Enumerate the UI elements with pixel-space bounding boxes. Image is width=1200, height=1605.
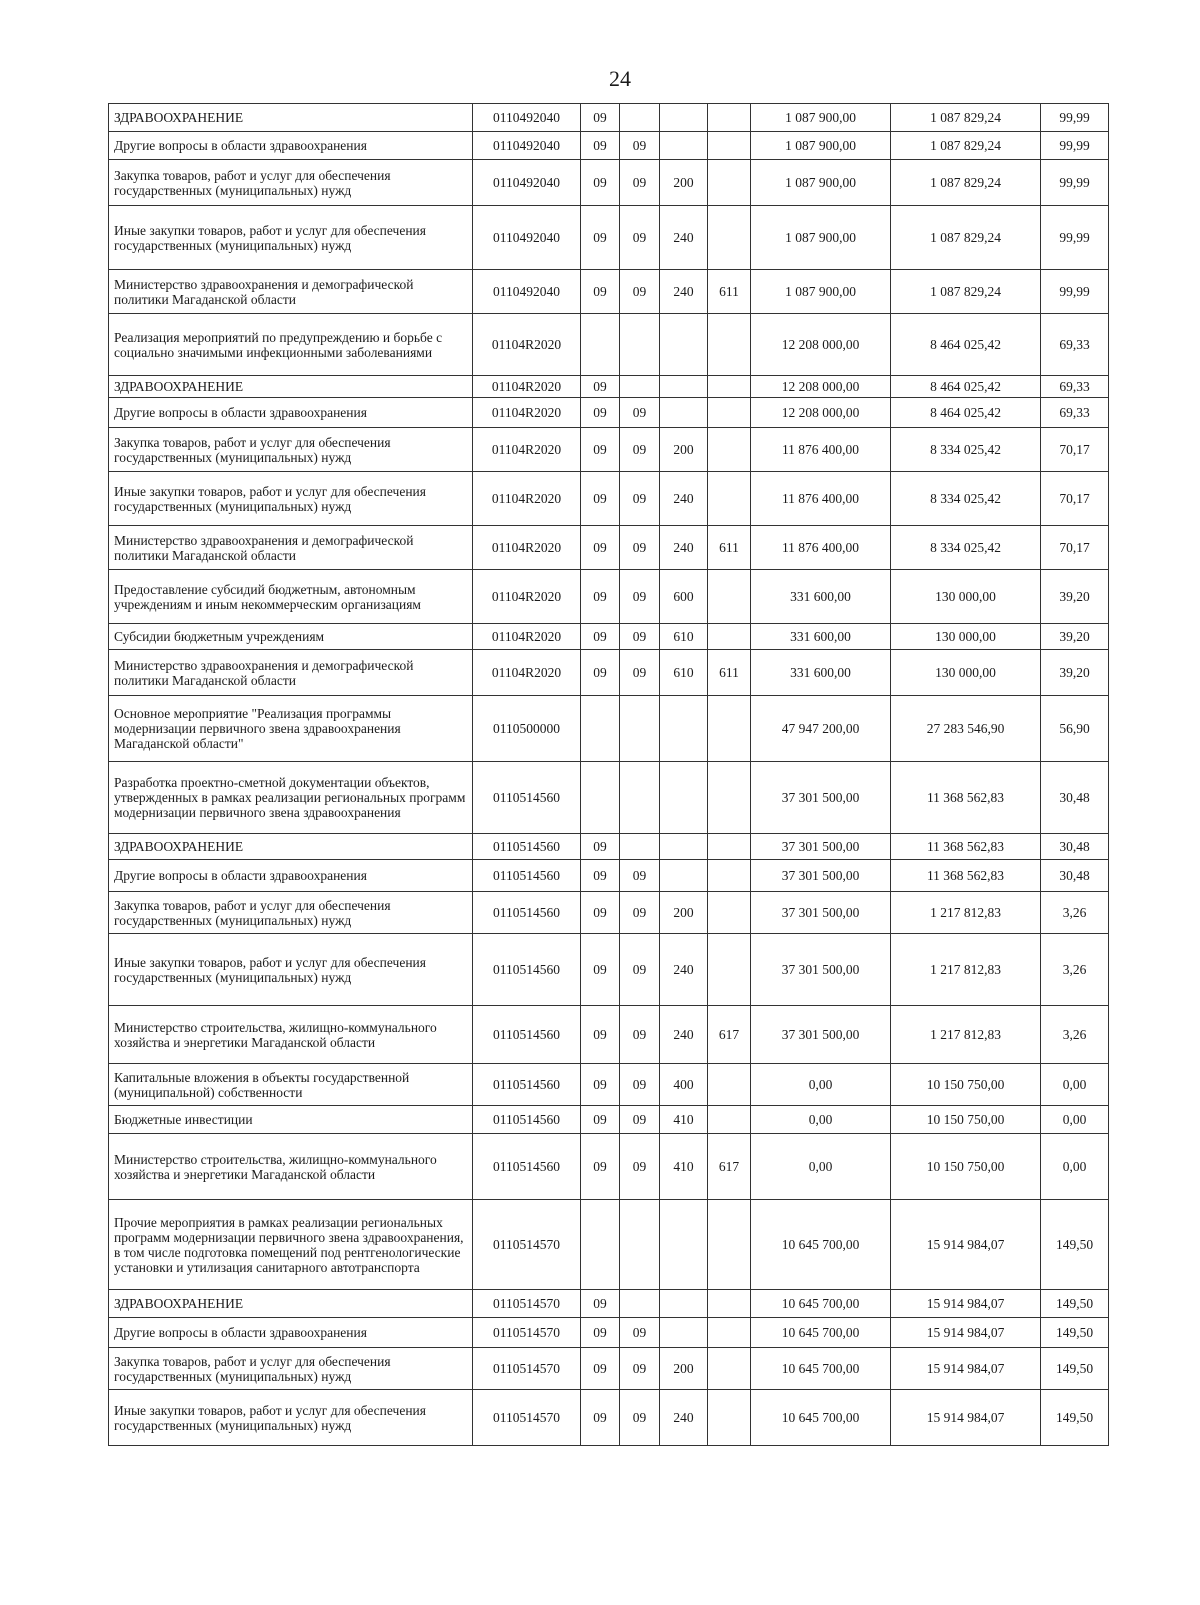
expense-type-code — [660, 1318, 708, 1348]
subsection-code: 09 — [620, 934, 660, 1006]
execution-percent: 149,50 — [1041, 1290, 1109, 1318]
target-article-code: 0110492040 — [473, 132, 581, 160]
section-code: 09 — [581, 132, 620, 160]
execution-percent: 149,50 — [1041, 1390, 1109, 1446]
execution-percent: 3,26 — [1041, 892, 1109, 934]
actual-amount: 27 283 546,90 — [891, 696, 1041, 762]
row-name: Бюджетные инвестиции — [109, 1106, 473, 1134]
section-code — [581, 762, 620, 834]
row-name: ЗДРАВООХРАНЕНИЕ — [109, 104, 473, 132]
table-row — [109, 1064, 1109, 1106]
execution-percent: 56,90 — [1041, 696, 1109, 762]
target-article-code: 01104R2020 — [473, 428, 581, 472]
planned-amount: 0,00 — [751, 1134, 891, 1200]
table-row — [109, 376, 1109, 398]
target-article-code: 01104R2020 — [473, 624, 581, 650]
table-row — [109, 762, 1109, 834]
planned-amount: 10 645 700,00 — [751, 1348, 891, 1390]
table-row — [109, 1318, 1109, 1348]
expense-type-code — [660, 398, 708, 428]
row-name: Разработка проектно-сметной документации объектов, утвержденных в рамках реализации региональных программ модернизации первичного звена здравоохранения — [109, 762, 473, 834]
subsection-code: 09 — [620, 270, 660, 314]
subsection-code: 09 — [620, 570, 660, 624]
execution-percent: 3,26 — [1041, 934, 1109, 1006]
administrator-code: 617 — [708, 1134, 751, 1200]
table-row — [109, 1290, 1109, 1318]
target-article-code: 0110514560 — [473, 1064, 581, 1106]
section-code: 09 — [581, 398, 620, 428]
target-article-code: 0110514560 — [473, 1006, 581, 1064]
row-name: Иные закупки товаров, работ и услуг для обеспечения государственных (муниципальных) нужд — [109, 934, 473, 1006]
row-name: Предоставление субсидий бюджетным, автономным учреждениям и иным некоммерческим организациям — [109, 570, 473, 624]
subsection-code: 09 — [620, 1006, 660, 1064]
actual-amount: 1 217 812,83 — [891, 1006, 1041, 1064]
actual-amount: 130 000,00 — [891, 624, 1041, 650]
section-code: 09 — [581, 206, 620, 270]
administrator-code — [708, 160, 751, 206]
subsection-code: 09 — [620, 160, 660, 206]
administrator-code — [708, 206, 751, 270]
section-code: 09 — [581, 892, 620, 934]
row-name: Министерство здравоохранения и демографической политики Магаданской области — [109, 650, 473, 696]
subsection-code: 09 — [620, 206, 660, 270]
subsection-code: 09 — [620, 526, 660, 570]
table-row — [109, 934, 1109, 1006]
planned-amount: 1 087 900,00 — [751, 160, 891, 206]
execution-percent: 99,99 — [1041, 132, 1109, 160]
section-code: 09 — [581, 860, 620, 892]
actual-amount: 8 464 025,42 — [891, 314, 1041, 376]
expense-type-code: 200 — [660, 160, 708, 206]
row-name: Министерство здравоохранения и демографической политики Магаданской области — [109, 270, 473, 314]
target-article-code: 0110514570 — [473, 1290, 581, 1318]
subsection-code — [620, 762, 660, 834]
subsection-code: 09 — [620, 1134, 660, 1200]
section-code: 09 — [581, 1348, 620, 1390]
subsection-code: 09 — [620, 472, 660, 526]
target-article-code: 0110514560 — [473, 762, 581, 834]
expense-type-code: 200 — [660, 428, 708, 472]
expense-type-code: 240 — [660, 472, 708, 526]
expense-type-code — [660, 696, 708, 762]
target-article-code: 01104R2020 — [473, 398, 581, 428]
section-code: 09 — [581, 650, 620, 696]
planned-amount: 1 087 900,00 — [751, 206, 891, 270]
row-name: Другие вопросы в области здравоохранения — [109, 860, 473, 892]
actual-amount: 10 150 750,00 — [891, 1106, 1041, 1134]
section-code: 09 — [581, 270, 620, 314]
expense-type-code: 610 — [660, 650, 708, 696]
planned-amount: 10 645 700,00 — [751, 1390, 891, 1446]
table-row — [109, 206, 1109, 270]
row-name: ЗДРАВООХРАНЕНИЕ — [109, 834, 473, 860]
execution-percent: 30,48 — [1041, 860, 1109, 892]
execution-percent: 69,33 — [1041, 376, 1109, 398]
row-name: Прочие мероприятия в рамках реализации региональных программ модернизации первичного звена здравоохранения, в том числе подготовка помещений под рентгенологические установки и утилизация санитарного автотранспорта — [109, 1200, 473, 1290]
execution-percent: 39,20 — [1041, 570, 1109, 624]
actual-amount: 10 150 750,00 — [891, 1134, 1041, 1200]
target-article-code: 0110514570 — [473, 1390, 581, 1446]
planned-amount: 37 301 500,00 — [751, 860, 891, 892]
actual-amount: 1 087 829,24 — [891, 104, 1041, 132]
actual-amount: 15 914 984,07 — [891, 1348, 1041, 1390]
target-article-code: 0110492040 — [473, 104, 581, 132]
administrator-code — [708, 1318, 751, 1348]
expense-type-code: 240 — [660, 1390, 708, 1446]
target-article-code: 0110514560 — [473, 892, 581, 934]
administrator-code: 617 — [708, 1006, 751, 1064]
planned-amount: 37 301 500,00 — [751, 892, 891, 934]
row-name: Закупка товаров, работ и услуг для обеспечения государственных (муниципальных) нужд — [109, 160, 473, 206]
subsection-code: 09 — [620, 1106, 660, 1134]
target-article-code: 01104R2020 — [473, 376, 581, 398]
section-code: 09 — [581, 624, 620, 650]
execution-percent: 99,99 — [1041, 206, 1109, 270]
section-code — [581, 314, 620, 376]
row-name: Другие вопросы в области здравоохранения — [109, 1318, 473, 1348]
actual-amount: 8 334 025,42 — [891, 428, 1041, 472]
expense-type-code: 240 — [660, 934, 708, 1006]
subsection-code: 09 — [620, 398, 660, 428]
table-row — [109, 1134, 1109, 1200]
expense-type-code — [660, 762, 708, 834]
actual-amount: 8 334 025,42 — [891, 472, 1041, 526]
execution-percent: 3,26 — [1041, 1006, 1109, 1064]
row-name: Закупка товаров, работ и услуг для обеспечения государственных (муниципальных) нужд — [109, 1348, 473, 1390]
actual-amount: 15 914 984,07 — [891, 1290, 1041, 1318]
expense-type-code: 240 — [660, 526, 708, 570]
row-name: Закупка товаров, работ и услуг для обеспечения государственных (муниципальных) нужд — [109, 428, 473, 472]
administrator-code — [708, 570, 751, 624]
section-code: 09 — [581, 428, 620, 472]
administrator-code — [708, 934, 751, 1006]
administrator-code — [708, 398, 751, 428]
row-name: Основное мероприятие "Реализация программы модернизации первичного звена здравоохранения Магаданской области" — [109, 696, 473, 762]
expense-type-code: 410 — [660, 1106, 708, 1134]
section-code: 09 — [581, 1290, 620, 1318]
target-article-code: 01104R2020 — [473, 314, 581, 376]
execution-percent: 149,50 — [1041, 1318, 1109, 1348]
planned-amount: 331 600,00 — [751, 624, 891, 650]
execution-percent: 39,20 — [1041, 624, 1109, 650]
section-code: 09 — [581, 1390, 620, 1446]
planned-amount: 1 087 900,00 — [751, 104, 891, 132]
table-row — [109, 860, 1109, 892]
section-code — [581, 696, 620, 762]
planned-amount: 331 600,00 — [751, 570, 891, 624]
administrator-code — [708, 762, 751, 834]
expense-type-code — [660, 1200, 708, 1290]
execution-percent: 149,50 — [1041, 1200, 1109, 1290]
table-row — [109, 892, 1109, 934]
administrator-code — [708, 1348, 751, 1390]
row-name: Капитальные вложения в объекты государственной (муниципальной) собственности — [109, 1064, 473, 1106]
actual-amount: 1 217 812,83 — [891, 892, 1041, 934]
subsection-code: 09 — [620, 428, 660, 472]
subsection-code — [620, 1200, 660, 1290]
execution-percent: 99,99 — [1041, 270, 1109, 314]
table-row — [109, 428, 1109, 472]
target-article-code: 01104R2020 — [473, 650, 581, 696]
target-article-code: 0110514560 — [473, 1106, 581, 1134]
table-row — [109, 314, 1109, 376]
execution-percent: 30,48 — [1041, 834, 1109, 860]
subsection-code: 09 — [620, 1390, 660, 1446]
row-name: ЗДРАВООХРАНЕНИЕ — [109, 1290, 473, 1318]
execution-percent: 39,20 — [1041, 650, 1109, 696]
administrator-code — [708, 834, 751, 860]
target-article-code: 0110492040 — [473, 206, 581, 270]
table-row — [109, 696, 1109, 762]
expense-type-code: 240 — [660, 206, 708, 270]
subsection-code — [620, 104, 660, 132]
table-row — [109, 160, 1109, 206]
table-row — [109, 834, 1109, 860]
page-number: 24 — [609, 66, 631, 91]
section-code: 09 — [581, 376, 620, 398]
planned-amount: 47 947 200,00 — [751, 696, 891, 762]
expense-type-code: 200 — [660, 892, 708, 934]
target-article-code: 0110514560 — [473, 834, 581, 860]
planned-amount: 12 208 000,00 — [751, 376, 891, 398]
administrator-code — [708, 696, 751, 762]
administrator-code — [708, 132, 751, 160]
planned-amount: 1 087 900,00 — [751, 132, 891, 160]
administrator-code — [708, 1200, 751, 1290]
section-code: 09 — [581, 834, 620, 860]
subsection-code: 09 — [620, 860, 660, 892]
planned-amount: 10 645 700,00 — [751, 1200, 891, 1290]
section-code: 09 — [581, 1134, 620, 1200]
row-name: ЗДРАВООХРАНЕНИЕ — [109, 376, 473, 398]
section-code: 09 — [581, 1006, 620, 1064]
expense-type-code: 240 — [660, 1006, 708, 1064]
expense-type-code: 240 — [660, 270, 708, 314]
expense-type-code: 600 — [660, 570, 708, 624]
execution-percent: 69,33 — [1041, 398, 1109, 428]
execution-percent: 69,33 — [1041, 314, 1109, 376]
planned-amount: 10 645 700,00 — [751, 1318, 891, 1348]
subsection-code — [620, 1290, 660, 1318]
actual-amount: 8 464 025,42 — [891, 398, 1041, 428]
subsection-code — [620, 314, 660, 376]
section-code: 09 — [581, 104, 620, 132]
planned-amount: 11 876 400,00 — [751, 526, 891, 570]
actual-amount: 8 334 025,42 — [891, 526, 1041, 570]
row-name: Министерство здравоохранения и демографической политики Магаданской области — [109, 526, 473, 570]
administrator-code — [708, 104, 751, 132]
administrator-code — [708, 428, 751, 472]
execution-percent: 0,00 — [1041, 1134, 1109, 1200]
subsection-code: 09 — [620, 1348, 660, 1390]
row-name: Иные закупки товаров, работ и услуг для обеспечения государственных (муниципальных) нужд — [109, 206, 473, 270]
target-article-code: 0110514560 — [473, 1134, 581, 1200]
row-name: Министерство строительства, жилищно-коммунального хозяйства и энергетики Магаданской области — [109, 1006, 473, 1064]
subsection-code: 09 — [620, 650, 660, 696]
subsection-code: 09 — [620, 132, 660, 160]
target-article-code: 0110514570 — [473, 1318, 581, 1348]
actual-amount: 1 217 812,83 — [891, 934, 1041, 1006]
target-article-code: 0110514570 — [473, 1200, 581, 1290]
execution-percent: 0,00 — [1041, 1106, 1109, 1134]
table-row — [109, 570, 1109, 624]
table-row — [109, 1106, 1109, 1134]
administrator-code: 611 — [708, 270, 751, 314]
target-article-code: 01104R2020 — [473, 526, 581, 570]
administrator-code — [708, 624, 751, 650]
table-row — [109, 1006, 1109, 1064]
table-row — [109, 1348, 1109, 1390]
actual-amount: 15 914 984,07 — [891, 1318, 1041, 1348]
row-name: Закупка товаров, работ и услуг для обеспечения государственных (муниципальных) нужд — [109, 892, 473, 934]
planned-amount: 0,00 — [751, 1064, 891, 1106]
section-code: 09 — [581, 570, 620, 624]
target-article-code: 0110514570 — [473, 1348, 581, 1390]
table-row — [109, 132, 1109, 160]
section-code: 09 — [581, 526, 620, 570]
execution-percent: 70,17 — [1041, 428, 1109, 472]
row-name: Другие вопросы в области здравоохранения — [109, 132, 473, 160]
expense-type-code: 200 — [660, 1348, 708, 1390]
planned-amount: 12 208 000,00 — [751, 398, 891, 428]
planned-amount: 1 087 900,00 — [751, 270, 891, 314]
row-name: Реализация мероприятий по предупреждению и борьбе с социально значимыми инфекционными заболеваниями — [109, 314, 473, 376]
table-row — [109, 1390, 1109, 1446]
expense-type-code: 610 — [660, 624, 708, 650]
administrator-code — [708, 1390, 751, 1446]
execution-percent: 30,48 — [1041, 762, 1109, 834]
subsection-code — [620, 834, 660, 860]
planned-amount: 331 600,00 — [751, 650, 891, 696]
administrator-code: 611 — [708, 526, 751, 570]
actual-amount: 1 087 829,24 — [891, 132, 1041, 160]
planned-amount: 37 301 500,00 — [751, 934, 891, 1006]
actual-amount: 1 087 829,24 — [891, 160, 1041, 206]
expense-type-code — [660, 834, 708, 860]
table-row — [109, 526, 1109, 570]
administrator-code — [708, 1290, 751, 1318]
administrator-code — [708, 314, 751, 376]
administrator-code — [708, 1064, 751, 1106]
expense-type-code — [660, 860, 708, 892]
row-name: Иные закупки товаров, работ и услуг для обеспечения государственных (муниципальных) нужд — [109, 472, 473, 526]
actual-amount: 1 087 829,24 — [891, 206, 1041, 270]
planned-amount: 0,00 — [751, 1106, 891, 1134]
expense-type-code — [660, 104, 708, 132]
section-code: 09 — [581, 1318, 620, 1348]
administrator-code — [708, 892, 751, 934]
actual-amount: 130 000,00 — [891, 650, 1041, 696]
target-article-code: 01104R2020 — [473, 472, 581, 526]
actual-amount: 11 368 562,83 — [891, 834, 1041, 860]
table-row — [109, 398, 1109, 428]
subsection-code: 09 — [620, 1064, 660, 1106]
subsection-code — [620, 696, 660, 762]
table-row — [109, 650, 1109, 696]
planned-amount: 10 645 700,00 — [751, 1290, 891, 1318]
execution-percent: 99,99 — [1041, 160, 1109, 206]
expense-type-code — [660, 376, 708, 398]
table-row — [109, 472, 1109, 526]
actual-amount: 10 150 750,00 — [891, 1064, 1041, 1106]
expense-type-code — [660, 1290, 708, 1318]
administrator-code — [708, 376, 751, 398]
row-name: Иные закупки товаров, работ и услуг для обеспечения государственных (муниципальных) нужд — [109, 1390, 473, 1446]
actual-amount: 15 914 984,07 — [891, 1390, 1041, 1446]
planned-amount: 11 876 400,00 — [751, 428, 891, 472]
planned-amount: 37 301 500,00 — [751, 1006, 891, 1064]
target-article-code: 0110514560 — [473, 860, 581, 892]
actual-amount: 11 368 562,83 — [891, 860, 1041, 892]
execution-percent: 70,17 — [1041, 472, 1109, 526]
subsection-code: 09 — [620, 892, 660, 934]
execution-percent: 149,50 — [1041, 1348, 1109, 1390]
row-name: Министерство строительства, жилищно-коммунального хозяйства и энергетики Магаданской области — [109, 1134, 473, 1200]
row-name: Другие вопросы в области здравоохранения — [109, 398, 473, 428]
table-row — [109, 104, 1109, 132]
expense-type-code: 400 — [660, 1064, 708, 1106]
target-article-code: 0110492040 — [473, 270, 581, 314]
planned-amount: 11 876 400,00 — [751, 472, 891, 526]
planned-amount: 37 301 500,00 — [751, 762, 891, 834]
target-article-code: 01104R2020 — [473, 570, 581, 624]
section-code: 09 — [581, 160, 620, 206]
planned-amount: 12 208 000,00 — [751, 314, 891, 376]
section-code: 09 — [581, 1106, 620, 1134]
subsection-code — [620, 376, 660, 398]
subsection-code: 09 — [620, 624, 660, 650]
actual-amount: 130 000,00 — [891, 570, 1041, 624]
section-code — [581, 1200, 620, 1290]
execution-percent: 70,17 — [1041, 526, 1109, 570]
section-code: 09 — [581, 472, 620, 526]
actual-amount: 11 368 562,83 — [891, 762, 1041, 834]
section-code: 09 — [581, 1064, 620, 1106]
table-row — [109, 1200, 1109, 1290]
execution-percent: 99,99 — [1041, 104, 1109, 132]
section-code: 09 — [581, 934, 620, 1006]
expense-type-code — [660, 132, 708, 160]
execution-percent: 0,00 — [1041, 1064, 1109, 1106]
expense-type-code — [660, 314, 708, 376]
administrator-code: 611 — [708, 650, 751, 696]
table-row — [109, 270, 1109, 314]
subsection-code: 09 — [620, 1318, 660, 1348]
target-article-code: 0110514560 — [473, 934, 581, 1006]
row-name: Субсидии бюджетным учреждениям — [109, 624, 473, 650]
table-row — [109, 624, 1109, 650]
administrator-code — [708, 1106, 751, 1134]
actual-amount: 1 087 829,24 — [891, 270, 1041, 314]
budget-execution-table — [108, 103, 1109, 1446]
actual-amount: 15 914 984,07 — [891, 1200, 1041, 1290]
administrator-code — [708, 860, 751, 892]
actual-amount: 8 464 025,42 — [891, 376, 1041, 398]
administrator-code — [708, 472, 751, 526]
planned-amount: 37 301 500,00 — [751, 834, 891, 860]
target-article-code: 0110500000 — [473, 696, 581, 762]
target-article-code: 0110492040 — [473, 160, 581, 206]
expense-type-code: 410 — [660, 1134, 708, 1200]
